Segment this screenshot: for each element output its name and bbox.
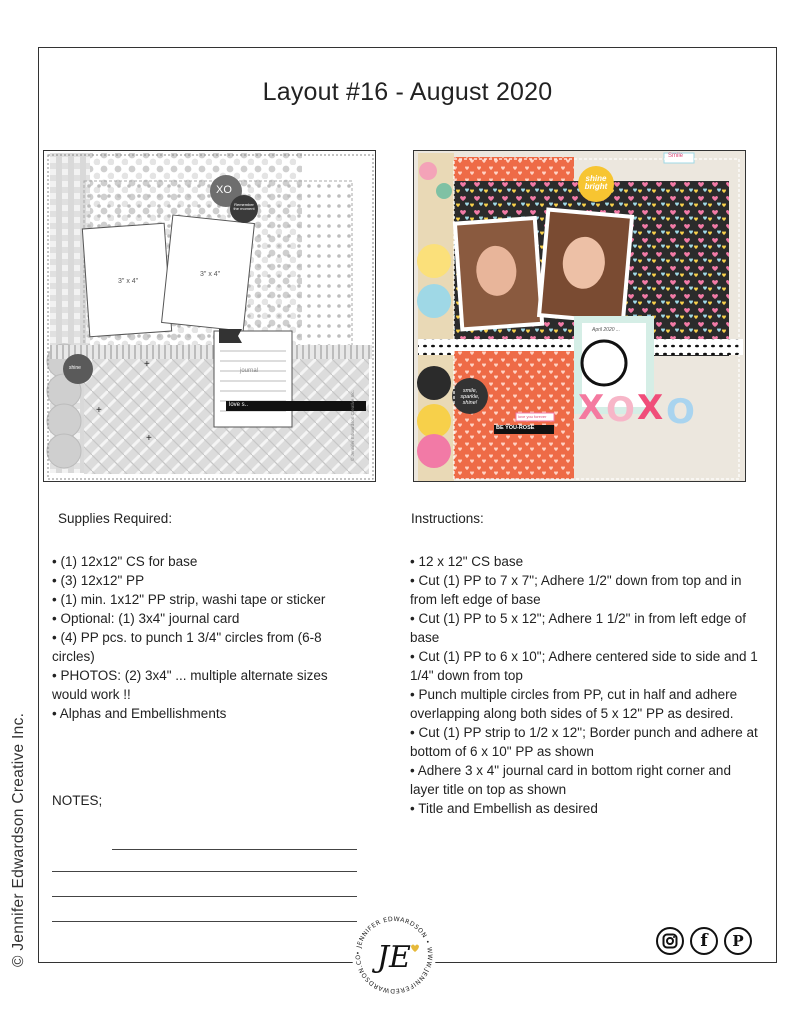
circle-sticker-text: smile, sparkle, shine! xyxy=(460,388,480,406)
finished-layout-illustration xyxy=(414,151,746,482)
sketch-photo-label-1: 3" x 4" xyxy=(118,278,139,285)
brand-logo xyxy=(351,912,437,998)
svg-text:X: X xyxy=(637,388,664,428)
notes-line xyxy=(52,896,357,897)
copyright-text: © Jennifer Edwardson Creative Inc. xyxy=(10,712,27,967)
notes-line xyxy=(52,921,357,922)
sketch-xo-label: XO xyxy=(216,184,232,196)
tag-text: love you forever xyxy=(518,414,547,419)
instructions-list xyxy=(410,552,758,818)
list-item: • PHOTOS: (2) 3x4" ... multiple alternate sizes would work !! xyxy=(52,666,352,704)
logo-ring-text: • JENNIFER EDWARDSON • WWW.JENNIFEREDWARDSON.CO xyxy=(354,915,434,995)
instagram-glyph xyxy=(662,933,678,949)
facebook-glyph: f xyxy=(700,931,708,951)
svg-text:O: O xyxy=(606,390,635,430)
logo-seal-icon xyxy=(351,912,437,998)
smile-tag: Smile xyxy=(668,153,684,159)
love-sticker-text: love s.. xyxy=(229,402,249,408)
list-item: • Cut (1) PP to 6 x 10"; Adhere centered side to side and 1 1/4" down from top xyxy=(410,647,758,685)
sketch-vertical-credit: © Jennifer Edwardson Creative Inc. xyxy=(350,390,355,461)
notes-line xyxy=(112,849,357,850)
shine-sticker: shine bright xyxy=(584,174,608,191)
list-item: • (3) 12x12" PP xyxy=(52,571,352,590)
svg-text:+: + xyxy=(146,433,152,444)
list-item: • Cut (1) PP to 5 x 12"; Adhere 1 1/2" in from left edge of base xyxy=(410,609,758,647)
svg-text:O: O xyxy=(666,392,695,432)
notes-line xyxy=(52,871,357,872)
pinterest-glyph: P xyxy=(732,932,744,950)
list-item: • (1) min. 1x12" PP strip, washi tape or sticker xyxy=(52,590,352,609)
logo-initials: JE xyxy=(377,940,411,975)
list-item: • Optional: (1) 3x4" journal card xyxy=(52,609,352,628)
instructions-heading: Instructions: xyxy=(411,511,484,526)
list-item: • Punch multiple circles from PP, cut in half and adhere overlapping along both sides of 5 x 12" PP as desired. xyxy=(410,685,758,723)
sketch-love-sticker xyxy=(229,402,248,408)
supplies-heading: Supplies Required: xyxy=(58,511,173,526)
supplies-list xyxy=(52,552,352,723)
finished-layout-photo xyxy=(413,150,746,482)
pinterest-icon[interactable] xyxy=(724,927,752,955)
list-item: • (4) PP pcs. to punch 1 3/4" circles from (6-8 circles) xyxy=(52,628,352,666)
journal-card-text: April 2020 ... xyxy=(592,327,621,333)
label-strip-text: BE YOU-ROSE xyxy=(496,425,535,431)
sketch-sticker-label: Remember the moment xyxy=(233,202,255,211)
list-item: • Cut (1) PP strip to 1/2 x 12"; Border punch and adhere at bottom of 6 x 10" PP as shown xyxy=(410,723,758,761)
list-item: • 12 x 12" CS base xyxy=(410,552,758,571)
page-title: Layout #16 - August 2020 xyxy=(262,78,553,106)
list-item: • Cut (1) PP to 7 x 7"; Adhere 1/2" down from top and in from left edge of base xyxy=(410,571,758,609)
sketch-journal-label: journal xyxy=(240,368,259,374)
instagram-icon[interactable] xyxy=(656,927,684,955)
sketch-diagram xyxy=(43,150,376,482)
svg-text:X: X xyxy=(578,388,605,428)
list-item: • Alphas and Embellishments xyxy=(52,704,352,723)
sketch-photo-label-2: 3" x 4" xyxy=(200,271,221,278)
list-item: • Title and Embellish as desired xyxy=(410,799,758,818)
sketch-circle-label: shine xyxy=(69,365,81,371)
notes-heading: NOTES; xyxy=(52,793,103,808)
svg-text:+: + xyxy=(96,405,102,416)
svg-text:+: + xyxy=(144,359,150,370)
sketch-illustration xyxy=(44,151,376,482)
list-item: • (1) 12x12" CS for base xyxy=(52,552,352,571)
list-item: • Adhere 3 x 4" journal card in bottom right corner and layer title on top as shown xyxy=(410,761,758,799)
facebook-icon[interactable] xyxy=(690,927,718,955)
